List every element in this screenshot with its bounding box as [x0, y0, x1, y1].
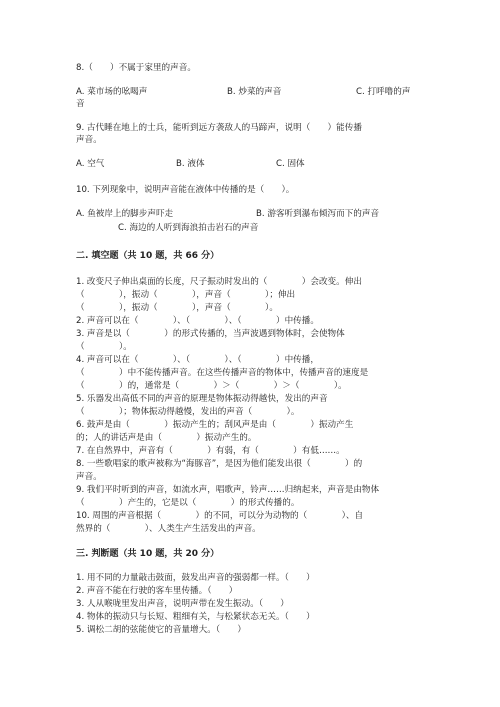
- fill-line: 2. 声音可以在（ ）、（ ）、（ ）中传播。: [76, 316, 319, 326]
- fill-line: （ ），振动（ ），声音（ ）；伸出: [76, 290, 296, 300]
- fill-section-heading: 二. 填空题（共 10 题，共 66 分）: [76, 251, 220, 261]
- q10-option-b: B. 游客听到瀑布倾泻而下的声音: [256, 209, 380, 219]
- judge-line: 2. 声音不能在行驶的客车里传播。（ ）: [76, 586, 238, 596]
- q10-option-a: A. 鱼被岸上的脚步声吓走: [76, 209, 174, 219]
- fill-line: （ ）的，通常是（ ）＞（ ）＞（ ）。: [76, 381, 347, 391]
- q8-option-c: C. 打呼噜的声: [356, 87, 411, 97]
- q8-stem: 8.（ ）不属于家里的声音。: [76, 63, 196, 73]
- fill-line: （ ）中不能传播声音。在这些传播声音的物体中，传播声音的速度是: [76, 368, 369, 378]
- fill-line: 8. 一些歌唱家的歌声被称为“海豚音”，是因为他们能发出很（ ）的: [76, 459, 363, 469]
- q8-option-c-wrap: 音: [76, 99, 85, 109]
- fill-line: 的；人的讲话声是由（ ）振动产生的。: [76, 433, 257, 443]
- q8-option-b: B. 炒菜的声音: [227, 87, 282, 97]
- q9-option-b: B. 液体: [176, 159, 205, 169]
- q9-stem-line2: 声音。: [76, 135, 102, 145]
- judge-line: 3. 人从喉咙里发出声音，说明声带在发生振动。（ ）: [76, 599, 289, 609]
- fill-line: （ ）。: [76, 342, 132, 352]
- fill-line: 6. 鼓声是由（ ）振动产生的；刮风声是由（ ）振动产生: [76, 420, 354, 430]
- fill-line: 5. 乐器发出高低不同的声音的原理是物体振动得越快，发出的声音: [76, 394, 328, 404]
- fill-line: 4. 声音可以在（ ）、（ ）、（ ）中传播，: [76, 355, 319, 365]
- fill-line: 声音。: [76, 472, 102, 482]
- judge-line: 4. 物体的振动只与长短、粗细有关，与松紧状态无关。（ ）: [76, 612, 315, 622]
- fill-line: （ ）产生的，它是以（ ）的形式传播的。: [76, 498, 300, 508]
- fill-line: 7. 在自然界中，声音有（ ）有弱，有（ ）有低……。: [76, 446, 345, 456]
- fill-line: （ ）；物体振动得越慢，发出的声音（ ）。: [76, 407, 300, 417]
- fill-line: 1. 改变尺子伸出桌面的长度，尺子振动时发出的（ ）会改变。伸出: [76, 277, 362, 287]
- q9-option-a: A. 空气: [76, 159, 105, 169]
- judge-line: 1. 用不同的力量敲击鼓面，鼓发出声音的强弱都一样。（ ）: [76, 573, 315, 583]
- q9-stem-line1: 9. 古代睡在地上的士兵，能听到远方袭敌人的马蹄声，说明（ ）能传播: [76, 123, 362, 133]
- fill-line: 10. 周围的声音根据（ ）的不同，可以分为动物的（ ）、自: [76, 511, 364, 521]
- fill-line: 9. 我们平时听到的声音，如流水声，唱歌声，铃声……归纳起来，声音是由物体: [76, 485, 380, 495]
- fill-line: 然界的（ ）、人类生产生活发出的声音。: [76, 524, 261, 534]
- fill-line: 3. 声音是以（ ）的形式传播的，当声波遇到物体时，会使物体: [76, 329, 345, 339]
- judge-section-heading: 三. 判断题（共 10 题，共 20 分）: [76, 549, 220, 559]
- judge-line: 5. 调松二胡的弦能使它的音量增大。（ ）: [76, 625, 246, 635]
- q9-option-c: C. 固体: [276, 159, 305, 169]
- fill-line: （ ），振动（ ），声音（ ）。: [76, 303, 278, 313]
- q10-option-c: C. 海边的人听到海浪拍击岩石的声音: [118, 223, 259, 233]
- q8-option-a: A. 菜市场的吆喝声: [76, 87, 148, 97]
- q10-stem: 10. 下列现象中，说明声音能在液体中传播的是（ ）。: [76, 185, 295, 195]
